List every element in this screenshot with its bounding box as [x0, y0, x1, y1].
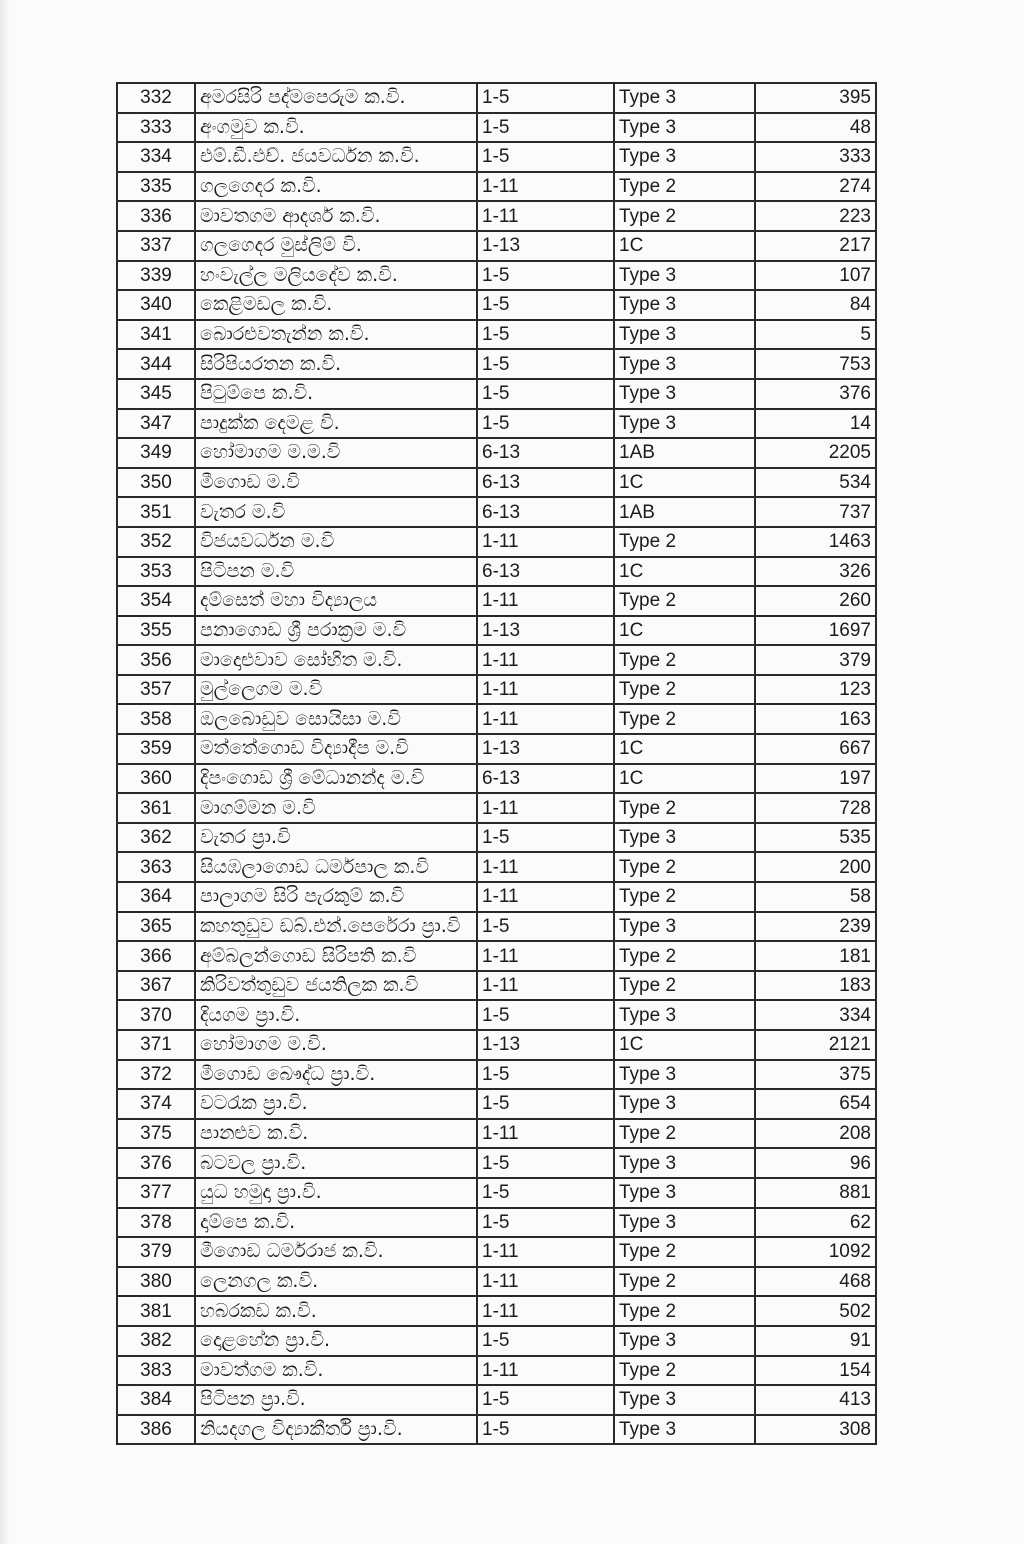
student-count-cell: 123	[755, 675, 876, 705]
school-type-cell: 1C	[614, 1030, 755, 1060]
school-name-cell: අමරසිරි පද්මපෙරුම ක.වි.	[195, 83, 477, 113]
student-count-cell: 274	[755, 172, 876, 202]
table-row	[117, 527, 876, 557]
school-name-cell: ගලගෙදර ක.වි.	[195, 172, 477, 202]
table-row	[117, 1119, 876, 1149]
table-row	[117, 1356, 876, 1386]
school-name-cell: මාදොළුවාව සෝභිත ම.වි.	[195, 645, 477, 675]
school-type-cell: Type 2	[614, 941, 755, 971]
row-number-cell: 361	[117, 793, 195, 823]
grade-range-cell: 1-5	[477, 1415, 614, 1445]
school-name-cell: පාලාගම සිරි පැරකුම් ක.වි	[195, 882, 477, 912]
school-name-cell: බොරළුවතැන්න ක.වි.	[195, 320, 477, 350]
school-name-cell: මීගොඩ ධර්මරාජ ක.වි.	[195, 1237, 477, 1267]
school-type-cell: Type 2	[614, 645, 755, 675]
table-row	[117, 1089, 876, 1119]
row-number-cell: 383	[117, 1356, 195, 1386]
school-name-cell: දාම්පෙ ක.වි.	[195, 1208, 477, 1238]
school-name-cell: හෝමාගම ම.වි.	[195, 1030, 477, 1060]
row-number-cell: 350	[117, 468, 195, 498]
school-name-cell: නියදගල විද්‍යාකීර්ති ප්‍රා.වි.	[195, 1415, 477, 1445]
row-number-cell: 362	[117, 823, 195, 853]
school-type-cell: Type 3	[614, 1000, 755, 1030]
table-row	[117, 172, 876, 202]
table-row	[117, 1237, 876, 1267]
school-name-cell: මාවත්ගම ක.වි.	[195, 1356, 477, 1386]
row-number-cell: 384	[117, 1385, 195, 1415]
schools-table-body	[117, 83, 876, 1444]
school-name-cell: පිටිපන ප්‍රා.වි.	[195, 1385, 477, 1415]
school-name-cell: ඔලබොඩුව සොයිසා ම.වි	[195, 704, 477, 734]
school-type-cell: Type 2	[614, 882, 755, 912]
table-row	[117, 1060, 876, 1090]
school-type-cell: Type 3	[614, 912, 755, 942]
student-count-cell: 881	[755, 1178, 876, 1208]
school-type-cell: 1AB	[614, 438, 755, 468]
row-number-cell: 370	[117, 1000, 195, 1030]
table-row	[117, 142, 876, 172]
school-name-cell: හංවැල්ල මලියදේව ක.වි.	[195, 261, 477, 291]
school-type-cell: Type 2	[614, 852, 755, 882]
grade-range-cell: 1-5	[477, 1060, 614, 1090]
school-type-cell: Type 2	[614, 704, 755, 734]
school-type-cell: Type 3	[614, 1060, 755, 1090]
school-type-cell: 1C	[614, 764, 755, 794]
grade-range-cell: 1-5	[477, 1208, 614, 1238]
row-number-cell: 333	[117, 113, 195, 143]
grade-range-cell: 1-5	[477, 1089, 614, 1119]
student-count-cell: 333	[755, 142, 876, 172]
school-type-cell: Type 2	[614, 1356, 755, 1386]
row-number-cell: 377	[117, 1178, 195, 1208]
grade-range-cell: 1-13	[477, 616, 614, 646]
table-row	[117, 971, 876, 1001]
student-count-cell: 2205	[755, 438, 876, 468]
student-count-cell: 379	[755, 645, 876, 675]
row-number-cell: 374	[117, 1089, 195, 1119]
school-type-cell: Type 3	[614, 379, 755, 409]
table-row	[117, 1296, 876, 1326]
student-count-cell: 1092	[755, 1237, 876, 1267]
table-row	[117, 793, 876, 823]
school-name-cell: මත්තේගොඩ විද්‍යාදීප ම.වි	[195, 734, 477, 764]
school-name-cell: කිරිවත්තුඩුව ජයතිලක ක.වි	[195, 971, 477, 1001]
table-row	[117, 290, 876, 320]
row-number-cell: 382	[117, 1326, 195, 1356]
table-row	[117, 349, 876, 379]
row-number-cell: 337	[117, 231, 195, 261]
school-type-cell: Type 3	[614, 261, 755, 291]
school-name-cell: ගලගෙදර මුස්ලිම් වි.	[195, 231, 477, 261]
school-name-cell: හබරකඩ ක.වි.	[195, 1296, 477, 1326]
table-row	[117, 497, 876, 527]
row-number-cell: 364	[117, 882, 195, 912]
grade-range-cell: 1-11	[477, 941, 614, 971]
row-number-cell: 355	[117, 616, 195, 646]
school-type-cell: Type 2	[614, 675, 755, 705]
table-row	[117, 113, 876, 143]
student-count-cell: 107	[755, 261, 876, 291]
school-type-cell: Type 3	[614, 409, 755, 439]
table-row	[117, 409, 876, 439]
school-name-cell: මීගොඩ බෞද්ධ ප්‍රා.වි.	[195, 1060, 477, 1090]
grade-range-cell: 1-11	[477, 1237, 614, 1267]
table-row	[117, 823, 876, 853]
school-type-cell: Type 2	[614, 586, 755, 616]
school-type-cell: Type 3	[614, 113, 755, 143]
school-type-cell: Type 3	[614, 1385, 755, 1415]
table-row	[117, 1208, 876, 1238]
table-row	[117, 83, 876, 113]
row-number-cell: 375	[117, 1119, 195, 1149]
student-count-cell: 2121	[755, 1030, 876, 1060]
school-name-cell: පිටුම්පෙ ක.වි.	[195, 379, 477, 409]
student-count-cell: 239	[755, 912, 876, 942]
row-number-cell: 367	[117, 971, 195, 1001]
school-name-cell: කෙළිමඩල ක.වි.	[195, 290, 477, 320]
student-count-cell: 208	[755, 1119, 876, 1149]
table-row	[117, 320, 876, 350]
school-type-cell: Type 3	[614, 1089, 755, 1119]
school-type-cell: Type 2	[614, 1119, 755, 1149]
student-count-cell: 84	[755, 290, 876, 320]
row-number-cell: 359	[117, 734, 195, 764]
table-row	[117, 1415, 876, 1445]
row-number-cell: 345	[117, 379, 195, 409]
student-count-cell: 260	[755, 586, 876, 616]
grade-range-cell: 1-5	[477, 1148, 614, 1178]
school-type-cell: 1AB	[614, 497, 755, 527]
school-type-cell: Type 3	[614, 1208, 755, 1238]
student-count-cell: 154	[755, 1356, 876, 1386]
student-count-cell: 534	[755, 468, 876, 498]
school-name-cell: හෝමාගම ම.ම.වි	[195, 438, 477, 468]
grade-range-cell: 1-13	[477, 734, 614, 764]
table-row	[117, 1326, 876, 1356]
grade-range-cell: 6-13	[477, 438, 614, 468]
student-count-cell: 163	[755, 704, 876, 734]
school-name-cell: පිටිපන ම.වි	[195, 557, 477, 587]
student-count-cell: 395	[755, 83, 876, 113]
grade-range-cell: 1-11	[477, 704, 614, 734]
student-count-cell: 502	[755, 1296, 876, 1326]
school-name-cell: අංගමුව ක.වි.	[195, 113, 477, 143]
row-number-cell: 372	[117, 1060, 195, 1090]
row-number-cell: 335	[117, 172, 195, 202]
grade-range-cell: 1-5	[477, 113, 614, 143]
row-number-cell: 376	[117, 1148, 195, 1178]
student-count-cell: 14	[755, 409, 876, 439]
school-name-cell: මුල්ලෙගම ම.වි	[195, 675, 477, 705]
student-count-cell: 468	[755, 1267, 876, 1297]
school-type-cell: 1C	[614, 734, 755, 764]
page-edge-shadow	[0, 0, 10, 1544]
grade-range-cell: 1-5	[477, 349, 614, 379]
grade-range-cell: 1-5	[477, 1178, 614, 1208]
row-number-cell: 365	[117, 912, 195, 942]
table-row	[117, 852, 876, 882]
grade-range-cell: 1-13	[477, 231, 614, 261]
grade-range-cell: 1-11	[477, 675, 614, 705]
school-name-cell: සිරිපියරතන ක.වි.	[195, 349, 477, 379]
school-name-cell: අම්බලන්ගොඩ සිරිපති ක.වි	[195, 941, 477, 971]
row-number-cell: 347	[117, 409, 195, 439]
table-row	[117, 438, 876, 468]
row-number-cell: 341	[117, 320, 195, 350]
school-type-cell: 1C	[614, 616, 755, 646]
school-name-cell: පනාගොඩ ශ්‍රී පරාක්‍රම ම.වි	[195, 616, 477, 646]
student-count-cell: 375	[755, 1060, 876, 1090]
school-type-cell: 1C	[614, 231, 755, 261]
student-count-cell: 654	[755, 1089, 876, 1119]
row-number-cell: 360	[117, 764, 195, 794]
grade-range-cell: 1-11	[477, 586, 614, 616]
student-count-cell: 753	[755, 349, 876, 379]
school-name-cell: පාදුක්ක දෙමළ වි.	[195, 409, 477, 439]
table-row	[117, 912, 876, 942]
table-row	[117, 764, 876, 794]
row-number-cell: 340	[117, 290, 195, 320]
schools-table	[116, 82, 877, 1445]
school-name-cell: එම්.ඩී.එච්. ජයවර්ධන ක.වි.	[195, 142, 477, 172]
school-type-cell: Type 3	[614, 1148, 755, 1178]
school-name-cell: කහතුඩුව ඩබ්.එන්.පෙරේරා ප්‍රා.වි	[195, 912, 477, 942]
student-count-cell: 308	[755, 1415, 876, 1445]
student-count-cell: 728	[755, 793, 876, 823]
student-count-cell: 413	[755, 1385, 876, 1415]
row-number-cell: 358	[117, 704, 195, 734]
grade-range-cell: 6-13	[477, 468, 614, 498]
row-number-cell: 356	[117, 645, 195, 675]
grade-range-cell: 1-5	[477, 823, 614, 853]
student-count-cell: 376	[755, 379, 876, 409]
school-type-cell: Type 3	[614, 349, 755, 379]
table-row	[117, 941, 876, 971]
school-type-cell: Type 2	[614, 1237, 755, 1267]
school-type-cell: Type 3	[614, 83, 755, 113]
table-row	[117, 882, 876, 912]
school-name-cell: බටවල ප්‍රා.වි.	[195, 1148, 477, 1178]
grade-range-cell: 1-11	[477, 882, 614, 912]
grade-range-cell: 1-11	[477, 1356, 614, 1386]
student-count-cell: 326	[755, 557, 876, 587]
grade-range-cell: 1-11	[477, 1267, 614, 1297]
school-name-cell: දිපංගොඩ ශ්‍රී මේධානන්ද ම.වි	[195, 764, 477, 794]
row-number-cell: 339	[117, 261, 195, 291]
table-row	[117, 616, 876, 646]
grade-range-cell: 1-11	[477, 1296, 614, 1326]
grade-range-cell: 1-11	[477, 793, 614, 823]
grade-range-cell: 1-5	[477, 1000, 614, 1030]
student-count-cell: 535	[755, 823, 876, 853]
school-name-cell: දියගම ප්‍රා.වි.	[195, 1000, 477, 1030]
grade-range-cell: 1-11	[477, 172, 614, 202]
student-count-cell: 334	[755, 1000, 876, 1030]
school-name-cell: පානළුව ක.වි.	[195, 1119, 477, 1149]
row-number-cell: 366	[117, 941, 195, 971]
table-row	[117, 468, 876, 498]
student-count-cell: 183	[755, 971, 876, 1001]
student-count-cell: 58	[755, 882, 876, 912]
school-name-cell: යුධ හමුදා ප්‍රා.වි.	[195, 1178, 477, 1208]
school-type-cell: Type 2	[614, 1267, 755, 1297]
row-number-cell: 378	[117, 1208, 195, 1238]
school-type-cell: Type 2	[614, 971, 755, 1001]
table-row	[117, 261, 876, 291]
grade-range-cell: 1-5	[477, 1326, 614, 1356]
school-name-cell: දොළහේන ප්‍රා.වි.	[195, 1326, 477, 1356]
student-count-cell: 223	[755, 201, 876, 231]
row-number-cell: 357	[117, 675, 195, 705]
row-number-cell: 336	[117, 201, 195, 231]
student-count-cell: 217	[755, 231, 876, 261]
grade-range-cell: 1-5	[477, 290, 614, 320]
student-count-cell: 200	[755, 852, 876, 882]
row-number-cell: 363	[117, 852, 195, 882]
school-name-cell: මාගම්මන ම.වි	[195, 793, 477, 823]
school-type-cell: Type 3	[614, 320, 755, 350]
grade-range-cell: 1-13	[477, 1030, 614, 1060]
table-row	[117, 675, 876, 705]
school-type-cell: Type 3	[614, 1415, 755, 1445]
student-count-cell: 1463	[755, 527, 876, 557]
school-name-cell: ලෙනගල ක.වි.	[195, 1267, 477, 1297]
table-row	[117, 586, 876, 616]
table-row	[117, 1148, 876, 1178]
school-type-cell: Type 2	[614, 172, 755, 202]
row-number-cell: 349	[117, 438, 195, 468]
student-count-cell: 1697	[755, 616, 876, 646]
grade-range-cell: 1-5	[477, 912, 614, 942]
table-row	[117, 1267, 876, 1297]
row-number-cell: 334	[117, 142, 195, 172]
student-count-cell: 62	[755, 1208, 876, 1238]
row-number-cell: 351	[117, 497, 195, 527]
row-number-cell: 381	[117, 1296, 195, 1326]
grade-range-cell: 1-5	[477, 379, 614, 409]
school-name-cell: දම්සෙත් මහා විද්‍යාලය	[195, 586, 477, 616]
table-row	[117, 645, 876, 675]
row-number-cell: 353	[117, 557, 195, 587]
grade-range-cell: 1-11	[477, 852, 614, 882]
school-name-cell: සියඹලාගොඩ ධර්මපාල ක.වි	[195, 852, 477, 882]
table-row	[117, 1178, 876, 1208]
school-name-cell: මීගොඩ ම.වි	[195, 468, 477, 498]
school-type-cell: Type 2	[614, 527, 755, 557]
grade-range-cell: 1-5	[477, 409, 614, 439]
row-number-cell: 344	[117, 349, 195, 379]
student-count-cell: 181	[755, 941, 876, 971]
grade-range-cell: 1-5	[477, 320, 614, 350]
student-count-cell: 91	[755, 1326, 876, 1356]
school-type-cell: Type 3	[614, 1178, 755, 1208]
student-count-cell: 96	[755, 1148, 876, 1178]
school-type-cell: Type 2	[614, 201, 755, 231]
row-number-cell: 352	[117, 527, 195, 557]
row-number-cell: 371	[117, 1030, 195, 1060]
student-count-cell: 5	[755, 320, 876, 350]
table-row	[117, 1385, 876, 1415]
row-number-cell: 354	[117, 586, 195, 616]
grade-range-cell: 1-11	[477, 645, 614, 675]
student-count-cell: 737	[755, 497, 876, 527]
school-name-cell: මාවතගම ආදර්ශ ක.වි.	[195, 201, 477, 231]
table-row	[117, 734, 876, 764]
student-count-cell: 667	[755, 734, 876, 764]
school-name-cell: වටරැක ප්‍රා.වි.	[195, 1089, 477, 1119]
student-count-cell: 48	[755, 113, 876, 143]
table-row	[117, 201, 876, 231]
row-number-cell: 386	[117, 1415, 195, 1445]
school-type-cell: Type 3	[614, 1326, 755, 1356]
grade-range-cell: 1-11	[477, 201, 614, 231]
row-number-cell: 380	[117, 1267, 195, 1297]
table-row	[117, 231, 876, 261]
school-name-cell: වැතර ම.වි	[195, 497, 477, 527]
student-count-cell: 197	[755, 764, 876, 794]
table-row	[117, 1030, 876, 1060]
row-number-cell: 379	[117, 1237, 195, 1267]
school-type-cell: 1C	[614, 468, 755, 498]
table-row	[117, 1000, 876, 1030]
table-row	[117, 379, 876, 409]
row-number-cell: 332	[117, 83, 195, 113]
grade-range-cell: 6-13	[477, 497, 614, 527]
table-row	[117, 557, 876, 587]
grade-range-cell: 1-11	[477, 1119, 614, 1149]
grade-range-cell: 1-11	[477, 971, 614, 1001]
grade-range-cell: 1-5	[477, 1385, 614, 1415]
school-type-cell: Type 3	[614, 823, 755, 853]
grade-range-cell: 1-5	[477, 142, 614, 172]
table-row	[117, 704, 876, 734]
school-type-cell: Type 3	[614, 142, 755, 172]
grade-range-cell: 1-5	[477, 83, 614, 113]
grade-range-cell: 6-13	[477, 764, 614, 794]
school-type-cell: Type 2	[614, 793, 755, 823]
school-name-cell: වැතර ප්‍රා.වි	[195, 823, 477, 853]
school-name-cell: විජයවර්ධන ම.වි	[195, 527, 477, 557]
grade-range-cell: 1-5	[477, 261, 614, 291]
school-type-cell: 1C	[614, 557, 755, 587]
school-type-cell: Type 3	[614, 290, 755, 320]
grade-range-cell: 6-13	[477, 557, 614, 587]
school-type-cell: Type 2	[614, 1296, 755, 1326]
grade-range-cell: 1-11	[477, 527, 614, 557]
